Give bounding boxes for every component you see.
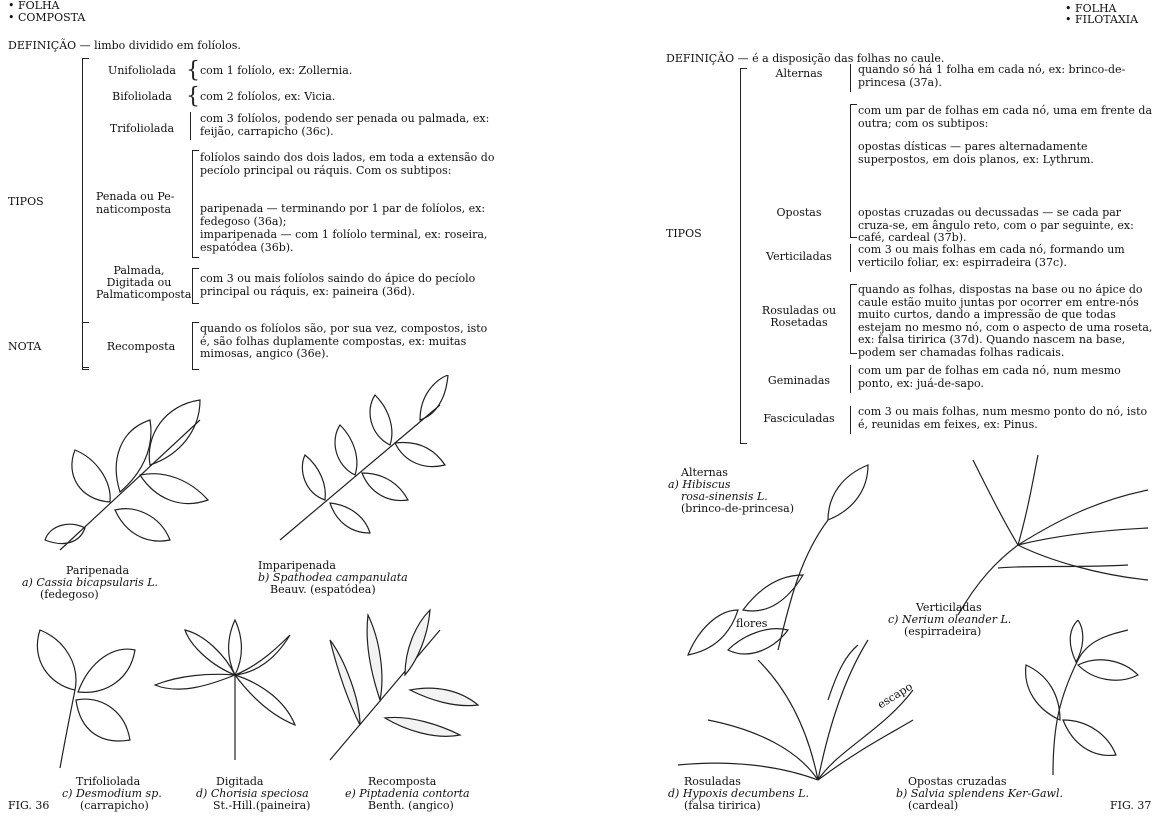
caption-c-species: c) Desmodium sp. bbox=[62, 787, 162, 800]
brace-icon bbox=[850, 284, 851, 354]
left-definition: DEFINIÇÃO — limbo dividido em folíolos. bbox=[8, 39, 241, 52]
left-tipos-label: TIPOS bbox=[8, 195, 44, 208]
type-sub: opostas cruzadas ou decussadas — se cada par cruza-se, em ângulo reto, com o par seguinte, ex: café, cardeal (37b). bbox=[858, 206, 1134, 244]
digitada-illustration bbox=[150, 615, 300, 765]
type-desc: com 3 ou mais folhas em cada nó, formando um verticilo foliar, ex: espirradeira (37c). bbox=[858, 243, 1125, 269]
caption-b-common: Beauv. (espatódea) bbox=[270, 583, 376, 596]
caption-a-species-2: rosa-sinensis L. bbox=[681, 490, 768, 503]
caption-b-common: (cardeal) bbox=[908, 799, 959, 812]
type-desc: com 3 folíolos, podendo ser penada ou palmada, ex: feijão, carrapicho (36c). bbox=[200, 112, 490, 138]
caption-a-title: Alternas bbox=[681, 466, 728, 479]
caption-c-title: Verticiladas bbox=[916, 601, 982, 614]
left-header-2: • COMPOSTA bbox=[8, 11, 86, 24]
imparipenada-illustration bbox=[270, 375, 450, 555]
escapo-label: escapo bbox=[875, 679, 915, 712]
right-header-1: • FOLHA bbox=[1065, 2, 1117, 15]
recomposta-illustration bbox=[320, 600, 480, 765]
type-name: Geminadas bbox=[767, 374, 831, 387]
caption-d-common: (falsa tiririca) bbox=[684, 799, 761, 812]
type-desc: com 3 ou mais folhas, num mesmo ponto do nó, isto é, reunidas em feixes, ex: Pinus. bbox=[858, 405, 1148, 431]
right-page bbox=[578, 0, 1155, 821]
brace-icon bbox=[850, 64, 851, 92]
brace-icon bbox=[192, 268, 193, 304]
caption-a-common: (brinco-de-princesa) bbox=[681, 502, 795, 515]
verticiladas-illustration bbox=[918, 450, 1155, 620]
caption-e-species: e) Piptadenia contorta bbox=[345, 787, 470, 800]
caption-b-species: b) Salvia splendens Ker-Gawl. bbox=[896, 787, 1063, 800]
right-tipos-label: TIPOS bbox=[666, 227, 702, 240]
type-name: Penada ou Pe-naticomposta bbox=[96, 190, 175, 216]
type-desc: com 2 folíolos, ex: Vicia. bbox=[200, 90, 336, 103]
nota-name: Recomposta bbox=[106, 340, 176, 353]
brace-icon: { bbox=[186, 58, 200, 83]
nota-desc: quando os folíolos são, por sua vez, compostos, isto é, são folhas duplamente compostas, ex: muitas mimosas, angico (36e). bbox=[200, 322, 488, 360]
caption-a-title: Paripenada bbox=[66, 564, 130, 577]
brace-icon bbox=[850, 104, 851, 238]
type-name: Unifoliolada bbox=[108, 64, 176, 77]
caption-b-title: Opostas cruzadas bbox=[908, 775, 1007, 788]
type-name: Bifoliolada bbox=[112, 90, 172, 103]
type-sub: imparipenada — com 1 folíolo terminal, ex: roseira, espatódea (36b). bbox=[200, 228, 488, 254]
flores-label: flores bbox=[736, 617, 768, 630]
brace-icon bbox=[192, 322, 193, 370]
type-name: Palmada, Digitada ou Palmaticomposta bbox=[96, 264, 192, 301]
type-desc: com um par de folhas em cada nó, num mesmo ponto, ex: juá-de-sapo. bbox=[858, 364, 1121, 390]
type-desc: quando só há 1 folha em cada nó, ex: brinco-de-princesa (37a). bbox=[858, 63, 1126, 89]
caption-a-species: a) Hibiscus bbox=[668, 478, 731, 491]
caption-d-species: d) Chorisia speciosa bbox=[196, 787, 309, 800]
caption-c-common: (carrapicho) bbox=[80, 799, 149, 812]
caption-c-title: Trifoliolada bbox=[76, 775, 141, 788]
caption-d-title: Digitada bbox=[216, 775, 264, 788]
type-name: Trifoliolada bbox=[109, 122, 175, 135]
brace-icon bbox=[850, 365, 851, 393]
tipos-brace bbox=[740, 68, 741, 444]
caption-e-title: Recomposta bbox=[368, 775, 437, 788]
type-sub: paripenada — terminando por 1 par de folíolos, ex: fedegoso (36a); bbox=[200, 202, 486, 228]
type-name: Verticiladas bbox=[766, 250, 832, 263]
type-desc: com 3 ou mais folíolos saindo do ápice do pecíolo principal ou ráquis, ex: paineira (36d). bbox=[200, 272, 476, 298]
type-sub: opostas dísticas — pares alternadamente superpostos, em dois planos, ex: Lythrum. bbox=[858, 140, 1094, 166]
left-nota-label: NOTA bbox=[8, 340, 42, 353]
caption-e-common: Benth. (angico) bbox=[368, 799, 454, 812]
brace-icon bbox=[850, 406, 851, 434]
caption-c-common: (espirradeira) bbox=[904, 625, 982, 638]
caption-a-common: (fedegoso) bbox=[40, 588, 99, 601]
type-name: Alternas bbox=[775, 67, 823, 80]
trifoliolada-illustration bbox=[20, 620, 140, 770]
left-fig-number: FIG. 36 bbox=[8, 799, 50, 812]
type-desc: quando as folhas, dispostas na base ou no ápice do caule estão muito juntas por ocorrer em entre-nós muito curtos, dando a impressão de que todas estejam no mesmo nó, com o aspecto de uma roseta, ex: falsa tiririca (37d). Quando nascem na base, podem ser chamadas folhas radicais. bbox=[858, 283, 1153, 359]
caption-a-species: a) Cassia bicapsularis L. bbox=[22, 576, 159, 589]
nota-brace bbox=[82, 322, 83, 370]
brace-icon bbox=[192, 150, 193, 258]
paripenada-illustration bbox=[40, 380, 220, 560]
caption-d-species: d) Hypoxis decumbens L. bbox=[668, 787, 809, 800]
right-definition: DEFINIÇÃO — é a disposição das folhas no caule. bbox=[666, 52, 945, 65]
caption-c-species: c) Nerium oleander L. bbox=[888, 613, 1012, 626]
type-name: Rosuladas ou Rosetadas bbox=[761, 304, 837, 329]
brace-icon bbox=[850, 244, 851, 272]
type-desc: com um par de folhas em cada nó, uma em frente da outra; com os subtipos: bbox=[858, 104, 1153, 130]
type-name: Opostas bbox=[776, 206, 822, 219]
caption-d-common: St.-Hill.(paineira) bbox=[213, 799, 311, 812]
brace-icon: { bbox=[186, 84, 200, 109]
caption-b-title: Imparipenada bbox=[258, 559, 336, 572]
caption-d-title: Rosuladas bbox=[684, 775, 741, 788]
right-header-2: • FILOTAXIA bbox=[1065, 13, 1139, 26]
opostas-cruzadas-illustration bbox=[998, 620, 1155, 780]
brace-icon bbox=[190, 112, 191, 140]
type-desc: com 1 folíolo, ex: Zollernia. bbox=[200, 64, 353, 77]
right-fig-number: FIG. 37 bbox=[1110, 799, 1152, 812]
type-name: Fasciculadas bbox=[763, 412, 835, 425]
left-header-1: • FOLHA bbox=[8, 0, 60, 12]
caption-b-species: b) Spathodea campanulata bbox=[258, 571, 408, 584]
type-desc: folíolos saindo dos dois lados, em toda a extensão do pecíolo principal ou ráquis. Com os subtipos: bbox=[200, 151, 495, 177]
